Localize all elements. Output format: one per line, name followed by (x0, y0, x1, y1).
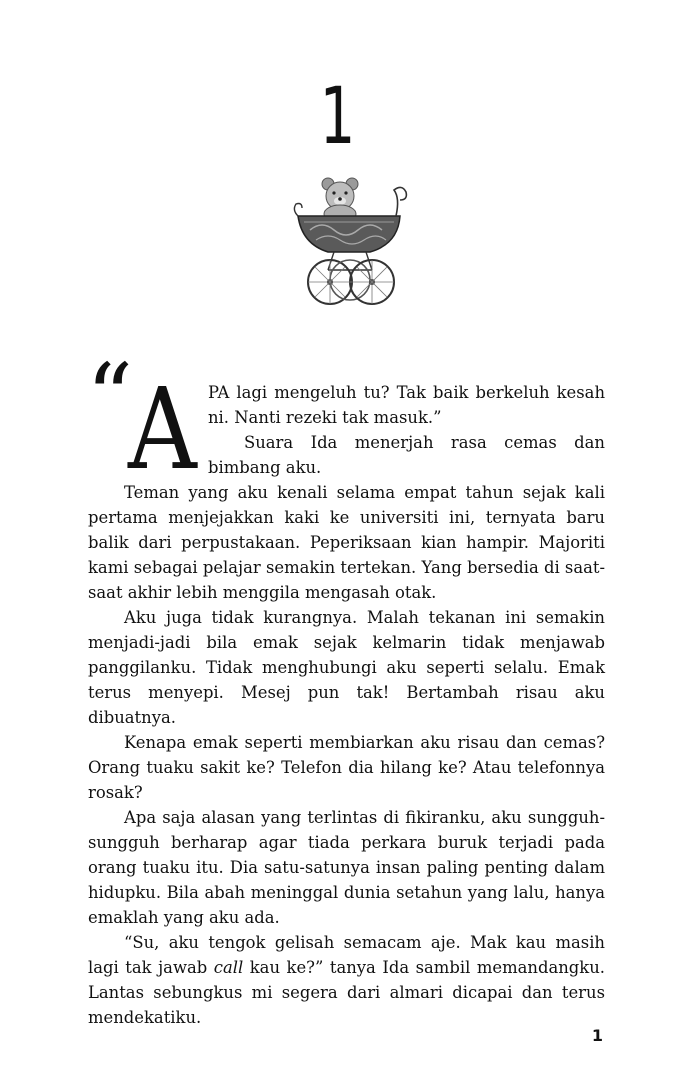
paragraph (88, 805, 605, 930)
text-line: rosak? (88, 783, 143, 802)
text-line: Orang tuaku sakit ke? Telefon dia hilang ke? Atau telefonnya (88, 758, 605, 777)
text-line: balik dari perpustakaan. Peperiksaan kian hampir. Majoriti (88, 533, 605, 552)
paragraph (88, 930, 605, 1030)
text-segment: lagi tak jawab (88, 958, 214, 977)
text-line: PA lagi mengeluh tu? Tak baik berkeluh kesah (208, 383, 605, 402)
text-line: hidupku. Bila abah meninggal dunia setahun yang lalu, hanya (88, 883, 605, 902)
chapter-text (86, 344, 605, 1030)
text-line: ni. Nanti rezeki tak masuk.” (208, 408, 442, 427)
text-line: “Su, aku tengok gelisah semacam aje. Mak kau masih (124, 933, 605, 952)
text-line: sungguh berharap agar tiada perkara buruk terjadi pada (88, 833, 605, 852)
text-line: Suara Ida menerjah rasa cemas dan (244, 433, 605, 452)
text-line: kami sebagai pelajar semakin tertekan. Yang bersedia di saat- (88, 558, 605, 577)
text-line: bimbang aku. (208, 458, 322, 477)
italic-word: call (213, 958, 244, 977)
text-line: Aku juga tidak kurangnya. Malah tekanan ini semakin (124, 608, 605, 627)
paragraph (88, 730, 605, 805)
page-number: 1 (591, 1026, 603, 1045)
text-line: Kenapa emak seperti membiarkan aku risau dan cemas? (124, 733, 605, 752)
text-line: panggilanku. Tidak menghubungi aku seperti selalu. Emak (88, 658, 605, 677)
dropcap-quote: “ (86, 344, 134, 451)
text-line: Lantas sebungkus mi segera dari almari dicapai dan terus (88, 983, 605, 1002)
text-line: emaklah yang aku ada. (88, 908, 280, 927)
text-line: saat akhir lebih menggila mengasah otak. (88, 583, 437, 602)
paragraph (88, 480, 605, 605)
dropcap-letter: A (128, 365, 197, 495)
text-line (88, 955, 605, 980)
text-line: Teman yang aku kenali selama empat tahun sejak kali (124, 483, 605, 502)
text-segment: kau ke?” tanya Ida sambil memandangku. (243, 958, 605, 977)
chapter-number: 1 (319, 72, 356, 162)
paragraph (88, 605, 605, 730)
text-line: Apa saja alasan yang terlintas di fikiranku, aku sungguh- (124, 808, 605, 827)
text-line: pertama menjejakkan kaki ke universiti ini, ternyata baru (88, 508, 605, 527)
text-line: orang tuaku itu. Dia satu-satunya insan paling penting dalam (88, 858, 605, 877)
teddy-bear-pram-icon (288, 172, 418, 312)
text-line: mendekatiku. (88, 1008, 202, 1027)
text-line: terus menyepi. Mesej pun tak! Bertambah risau aku dibuatnya. (88, 683, 605, 727)
text-line: menjadi-jadi bila emak sejak kelmarin tidak menjawab (88, 633, 605, 652)
